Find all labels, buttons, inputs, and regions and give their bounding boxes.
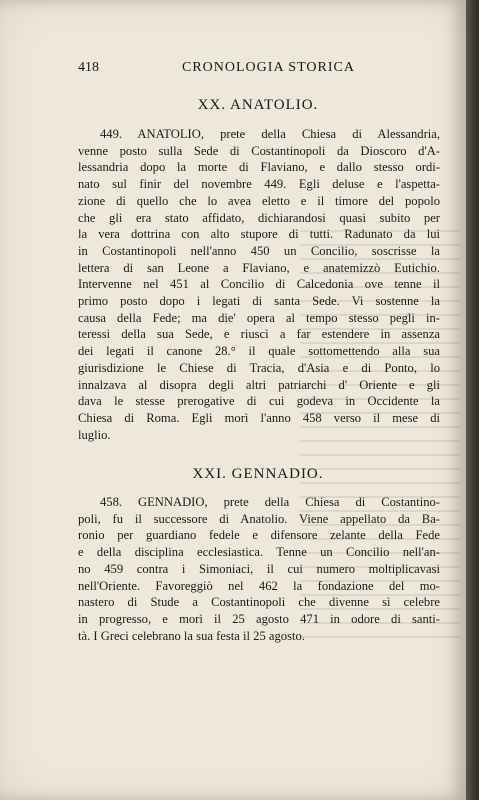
text-line: zione di quello che lo avea eletto e il timore del popolo bbox=[78, 193, 440, 208]
text-line: la vera dottrina con alto stupore di tutti. Radunato da lui bbox=[78, 227, 440, 242]
text-line: nato sul finir del novembre 449. Egli deluse e l'aspetta- bbox=[78, 177, 440, 192]
book-spine-edge bbox=[466, 0, 479, 800]
text-line: 458. GENNADIO, prete della Chiesa di Costantino- bbox=[100, 495, 440, 509]
page-number: 418 bbox=[78, 60, 99, 75]
text-line: Intervenne nel 451 al Concilio di Calcedonia ove tenne il bbox=[78, 277, 440, 292]
running-head bbox=[78, 60, 438, 78]
text-line: primo posto dopo i legati di santa Sede. Vi sostenne la bbox=[78, 294, 440, 309]
text-line: causa della Fede; ma die' opera al tempo stesso pegli in- bbox=[78, 310, 440, 325]
text-line: lettera di san Leone a Flaviano, e anatemizzò Eutichio. bbox=[78, 260, 440, 275]
section-heading-gennadio: XXI. GENNADIO. bbox=[192, 466, 324, 482]
text-line: che gli era stato affidato, dichiarandosi quasi subito per bbox=[78, 210, 440, 225]
text-line: in Costantinopoli nell'anno 450 un Concilio, soscrisse la bbox=[78, 243, 440, 258]
section-heading-anatolio: XX. ANATOLIO. bbox=[197, 97, 319, 113]
text-line: tà. I Greci celebrano la sua festa il 25 agosto. bbox=[78, 628, 305, 643]
text-line: e della disciplina ecclesiastica. Tenne un Concilio nell'an- bbox=[78, 545, 440, 560]
text-line: nell'Oriente. Favoreggiò nel 462 la fondazione del mo- bbox=[78, 578, 440, 593]
text-line: nastero di Stude a Costantinopoli che divenne sì celebre bbox=[78, 595, 440, 610]
text-line: in progresso, e morì il 25 agosto 471 in odore di santi- bbox=[78, 611, 440, 626]
text-line: 449. ANATOLIO, prete della Chiesa di Alessandria, bbox=[100, 127, 440, 141]
text-line: venne posto sulla Sede di Costantinopoli da Dioscoro d'A- bbox=[78, 143, 440, 158]
text-line: luglio. bbox=[78, 427, 111, 442]
text-line: ronio per guardiano fedele e difensore zelante della Fede bbox=[78, 528, 440, 543]
text-line: dei legati il canone 28.° il quale sottomettendo alla sua bbox=[78, 344, 440, 359]
text-line: dava le stesse prerogative di cui godeva in Occidente la bbox=[78, 394, 440, 409]
text-line: teressi della sua Sede, e riuscì a far estendere in assenza bbox=[78, 327, 440, 342]
text-line: no 459 contra i Simoniaci, il cui numero moltiplicavasi bbox=[78, 561, 440, 576]
section-body-gennadio bbox=[78, 494, 440, 644]
text-line: innalzava al disopra degli altri patriarchi d' Oriente e gli bbox=[78, 377, 440, 392]
text-line: giurisdizione le Chiese di Tracia, d'Asia e di Ponto, lo bbox=[78, 360, 440, 375]
running-title: CRONOLOGIA STORICA bbox=[182, 60, 355, 75]
text-line: Chiesa di Roma. Egli morì l'anno 458 verso il mese di bbox=[78, 410, 440, 425]
section-body-anatolio bbox=[78, 126, 440, 443]
text-line: poli, fu il successore di Anatolio. Viene appellato da Ba- bbox=[78, 511, 440, 526]
text-line: lessandria dopo la morte di Flaviano, e dallo stesso ordi- bbox=[78, 160, 440, 175]
